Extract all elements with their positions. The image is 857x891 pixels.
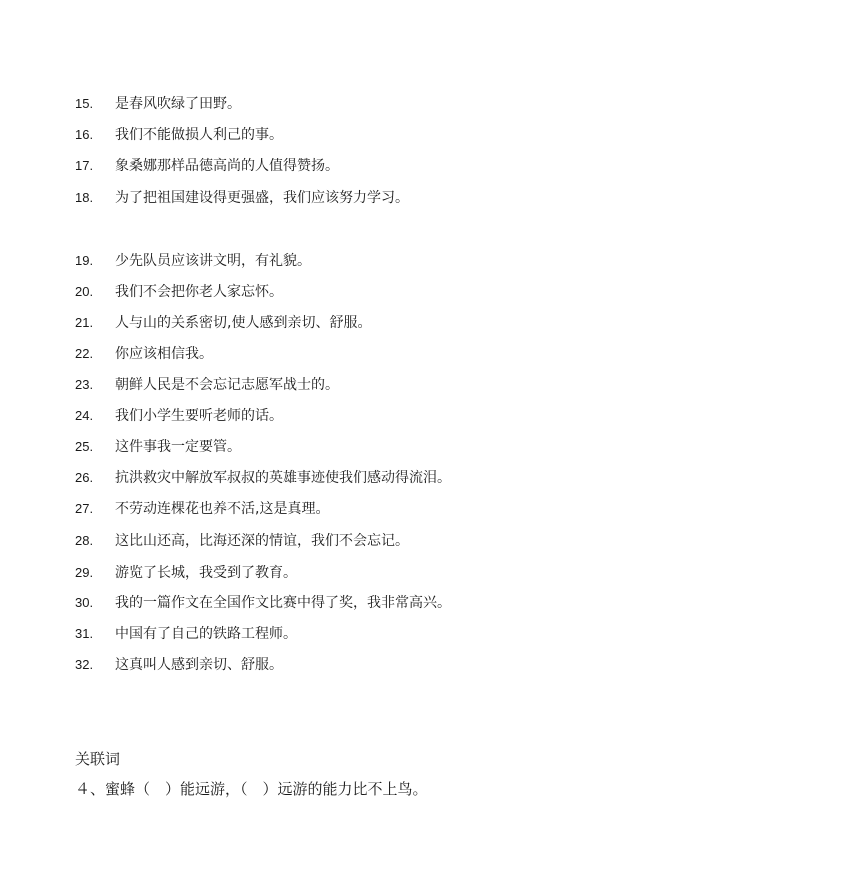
item-text: 不劳动连棵花也养不活,这是真理。 — [115, 501, 330, 517]
item-text: 我们不能做损人利己的事。 — [115, 127, 283, 143]
list-item-21 — [75, 311, 371, 335]
item-number: 17. — [75, 158, 94, 173]
item-number: 26. — [75, 470, 94, 485]
question-text: ４、蜜蜂（ ）能远游，（ ）远游的能力比不上鸟。 — [75, 780, 428, 798]
list-item-27 — [75, 497, 329, 521]
list-item-18 — [75, 186, 409, 210]
item-text: 这比山还高，比海还深的情谊，我们不会忘记。 — [115, 533, 409, 549]
section-title: 关联词 — [75, 750, 121, 768]
item-number: 27. — [75, 501, 94, 516]
item-number: 21. — [75, 315, 94, 330]
item-number: 32. — [75, 657, 94, 672]
list-item-31 — [75, 622, 297, 646]
item-number: 24. — [75, 408, 94, 423]
list-item-23 — [75, 373, 339, 397]
item-number: 29. — [75, 565, 94, 580]
list-item-15 — [75, 92, 241, 116]
item-text: 这件事我一定要管。 — [115, 439, 241, 455]
item-number: 31. — [75, 626, 94, 641]
list-item-26 — [75, 466, 451, 490]
item-text: 这真叫人感到亲切、舒服。 — [115, 657, 283, 673]
item-number: 18. — [75, 190, 94, 205]
item-number: 15. — [75, 96, 94, 111]
item-text: 中国有了自己的铁路工程师。 — [115, 626, 297, 642]
item-text: 我们小学生要听老师的话。 — [115, 408, 283, 424]
list-item-32 — [75, 653, 283, 677]
list-item-24 — [75, 404, 283, 428]
list-item-20 — [75, 280, 283, 304]
list-item-30 — [75, 591, 451, 615]
list-item-25 — [75, 435, 241, 459]
item-number: 25. — [75, 439, 94, 454]
list-item-28 — [75, 529, 409, 553]
item-number: 23. — [75, 377, 94, 392]
item-text: 抗洪救灾中解放军叔叔的英雄事迹使我们感动得流泪。 — [115, 470, 451, 486]
item-text: 我们不会把你老人家忘怀。 — [115, 284, 283, 300]
list-item-16 — [75, 123, 283, 147]
item-text: 象桑娜那样品德高尚的人值得赞扬。 — [115, 158, 339, 174]
item-number: 22. — [75, 346, 94, 361]
item-text: 少先队员应该讲文明，有礼貌。 — [115, 253, 311, 269]
item-text: 我的一篇作文在全国作文比赛中得了奖，我非常高兴。 — [115, 595, 451, 611]
list-item-19 — [75, 249, 311, 273]
item-number: 19. — [75, 253, 94, 268]
list-item-29 — [75, 561, 297, 585]
item-text: 是春风吹绿了田野。 — [115, 96, 241, 112]
item-number: 28. — [75, 533, 94, 548]
item-text: 朝鲜人民是不会忘记志愿军战士的。 — [115, 377, 339, 393]
item-number: 20. — [75, 284, 94, 299]
item-text: 为了把祖国建设得更强盛，我们应该努力学习。 — [115, 190, 409, 206]
list-item-17 — [75, 154, 339, 178]
item-text: 人与山的关系密切,使人感到亲切、舒服。 — [115, 315, 372, 331]
item-text: 你应该相信我。 — [115, 346, 213, 362]
item-number: 30. — [75, 595, 94, 610]
list-item-22 — [75, 342, 213, 366]
item-number: 16. — [75, 127, 94, 142]
item-text: 游览了长城，我受到了教育。 — [115, 565, 297, 581]
